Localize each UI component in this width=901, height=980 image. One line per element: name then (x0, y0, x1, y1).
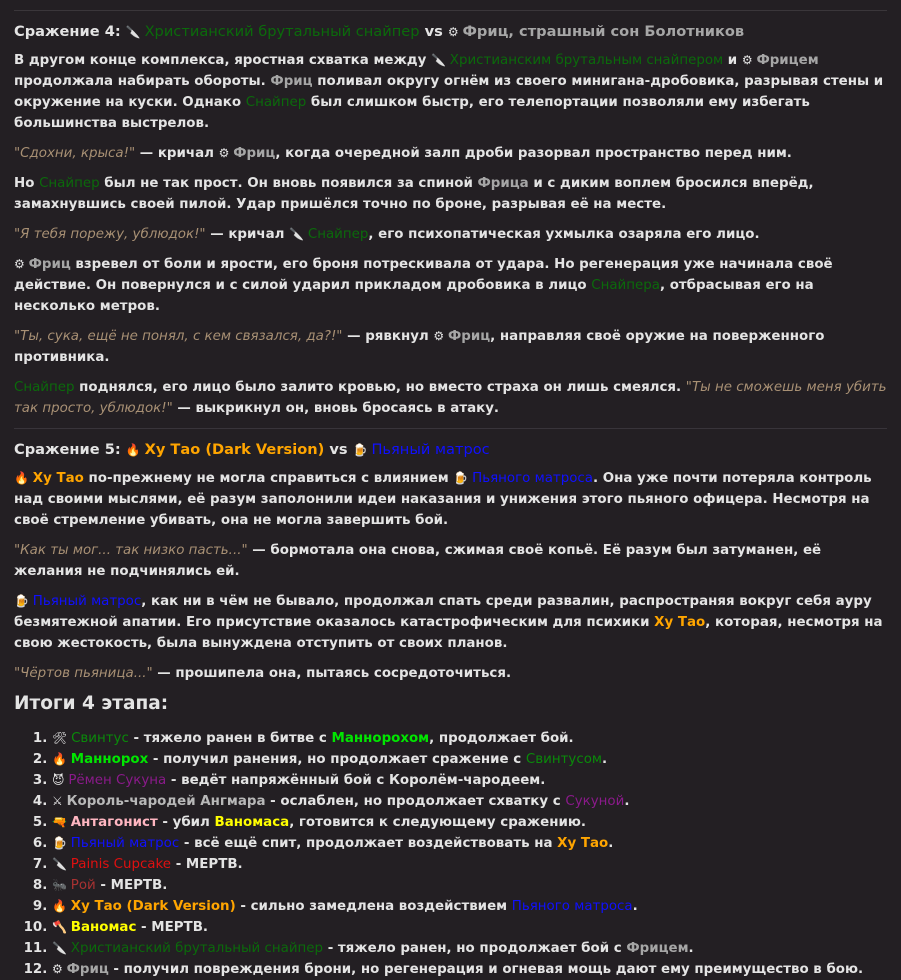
text-segment: поливал округу огнём из своего минигана-дробовика, разрывая стены и окружение на куски. Однако (14, 74, 884, 110)
text-segment: по-прежнему не могла справиться с влиянием (83, 471, 454, 486)
character-icon: 🔥 (52, 752, 71, 766)
character-icon: ⚙ (14, 257, 29, 271)
character-icon: 🔪 (289, 227, 308, 241)
fritz-name: Фрица (477, 176, 529, 191)
sukuna-name: Сукуной (565, 794, 625, 809)
character-icon: 🔥 (52, 899, 71, 913)
quote: "Я тебя порежу, ублюдок!" (14, 227, 206, 242)
fritz-name: Фриц (233, 146, 276, 161)
list-item (52, 833, 887, 854)
divider (14, 10, 887, 11)
text-segment: — бормотала она снова, сжимая своё копьё. Её разум был затуманен, её желания не подчинялись ей. (14, 543, 822, 579)
text-segment: . Она уже почти потеряла контроль над своими мыслями, её разум заполонили идеи наказания и унижения этого пьяного офицера. Несмотря на своё стремление убивать, она не могла завершить бой. (14, 471, 872, 528)
text-segment: , как ни в чём не бывало, продолжал спать среди развалин, распространяя вокруг себя ауру безмятежной апатии. Его присутствие оказалось катастрофическим для психики (14, 594, 872, 630)
swarm-name: Рой (70, 878, 96, 893)
character-icon: 🔪 (52, 941, 71, 955)
text-segment: - ослаблен, но продолжает схватку с (265, 794, 566, 809)
paragraph (14, 224, 887, 245)
sniper-name: Снайпер (14, 380, 75, 395)
battle-5-title (14, 440, 887, 460)
text-segment: был не так прост. Он вновь появился за спиной (99, 176, 478, 191)
hu-tao-name: Ху Тао (Dark Version) (144, 441, 325, 458)
list-item (52, 791, 887, 812)
quote: "Как ты мог... так низко пасть..." (14, 543, 248, 558)
list-item (52, 749, 887, 770)
hu-tao-name: Ху Тао (654, 615, 706, 630)
quote: "Чёртов пьяница..." (14, 666, 153, 681)
text-segment: , его психопатическая ухмылка озаряла его лицо. (368, 227, 760, 242)
summary-list (14, 728, 887, 980)
fritz-name: Фрицем (626, 941, 689, 956)
antagonist-name: Антагонист (70, 815, 158, 830)
character-icon: 🔪 (52, 857, 71, 871)
text-segment: Сражение 4: (14, 23, 126, 40)
drunk-sailor-name: Пьяного матроса (472, 471, 593, 486)
character-icon: ⚙ (433, 329, 448, 343)
sniper-name: Снайпер (307, 227, 369, 242)
text-segment: . (688, 941, 694, 956)
list-item (52, 896, 887, 917)
fritz-name: Фриц (270, 74, 313, 89)
text-segment: . (602, 752, 608, 767)
text-segment: , готовится к следующему сражению. (289, 815, 586, 830)
text-segment: Но (14, 176, 40, 191)
drunk-sailor-name: Пьяный матрос (371, 441, 490, 458)
list-item (52, 728, 887, 749)
witch-king-name: Король-чародей Ангмара (66, 794, 266, 809)
drunk-sailor-name: Пьяный матрос (32, 594, 142, 609)
sniper-name: Христианским брутальным снайпером (449, 53, 724, 68)
text-segment: — кричал (135, 146, 219, 161)
text-segment: - МЕРТВ. (136, 920, 208, 935)
character-icon: ⚙ (218, 146, 234, 160)
character-icon: 🐜 (52, 878, 71, 892)
fritz-name: Фриц (66, 962, 109, 977)
text-segment: — выкрикнул он, вновь бросаясь в атаку. (172, 401, 500, 416)
vanomas-name: Ваномаса (214, 815, 290, 830)
list-item (52, 875, 887, 896)
text-segment: - получил повреждения брони, но регенерация и огневая мощь дают ему преимущество в бою. (108, 962, 864, 977)
text-segment: , направляя своё оружие на поверженного противника. (14, 329, 825, 365)
text-segment: - убил (157, 815, 215, 830)
sniper-name: Христианский брутальный снайпер (144, 23, 420, 40)
text-segment: продолжала набирать обороты. (14, 74, 271, 89)
text-segment: vs (419, 23, 448, 40)
text-segment: , отбрасывая его на несколько метров. (14, 278, 814, 314)
paragraph (14, 143, 887, 164)
character-icon: 🔥 (125, 443, 145, 457)
text-segment: , которая, несмотря на свою жестокость, была вынуждена отступить от своих планов. (14, 615, 883, 651)
text-segment: , когда очередной залп дроби разорвал пространство перед ним. (275, 146, 792, 161)
text-segment: vs (324, 441, 353, 458)
fritz-name: Фриц (28, 257, 71, 272)
text-segment: . (632, 899, 638, 914)
character-icon: 🔥 (14, 471, 33, 485)
text-segment: - тяжело ранен, но продолжает бой с (323, 941, 627, 956)
text-segment: - ведёт напряжённый бой с Королём-чародеем. (166, 773, 546, 788)
paragraph (14, 326, 887, 368)
text-segment: поднялся, его лицо было залито кровью, но вместо страха он лишь смеялся. (74, 380, 686, 395)
quote: "Сдохни, крыса!" (14, 146, 136, 161)
sniper-name: Снайпер (245, 95, 307, 110)
character-icon: 🍺 (14, 594, 33, 608)
paragraph (14, 377, 887, 419)
character-icon: ⚙ (741, 53, 757, 67)
text-segment: и (723, 53, 742, 68)
fritz-name: Фриц, страшный сон Болотников (462, 23, 745, 40)
quote: "Ты не сможешь меня убить так просто, ублюдок!" (14, 380, 887, 416)
drunk-sailor-name: Пьяного матроса (511, 899, 633, 914)
text-segment: В другом конце комплекса, яростная схватка между (14, 53, 432, 68)
character-icon: 🔪 (431, 53, 450, 67)
text-segment: . (624, 794, 630, 809)
text-segment: - сильно замедлена воздействием (235, 899, 512, 914)
text-segment: - МЕРТВ. (95, 878, 168, 893)
character-icon: 🪓 (52, 920, 71, 934)
paragraph (14, 540, 887, 582)
character-icon: 🔫 (52, 815, 71, 829)
sniper-name: Снайпера (591, 278, 660, 293)
mannoroh-name: Маннорох (70, 752, 149, 767)
character-icon: 🍺 (453, 471, 473, 485)
paragraph (14, 50, 887, 134)
text-segment: - получил ранения, но продолжает сражение с (148, 752, 526, 767)
quote: "Ты, сука, ещё не понял, с кем связался, да?!" (14, 329, 343, 344)
painis-name: Painis Cupcake (70, 857, 172, 872)
list-item (52, 917, 887, 938)
list-item (52, 938, 887, 959)
text-segment: взревел от боли и ярости, его броня потрескивала от удара. Но регенерация уже начинала своё действие. Он повернулся и с силой ударил прикладом дробовика в лицо (14, 257, 833, 293)
divider (14, 428, 887, 429)
fritz-name: Фриц (447, 329, 491, 344)
list-item (52, 770, 887, 791)
battle-4-body (14, 50, 887, 419)
sniper-name: Христианский брутальный снайпер (70, 941, 324, 956)
mannoroh-name: Маннорохом (331, 731, 430, 746)
summary-title: Итоги 4 этапа: (14, 693, 169, 714)
text-segment: — прошипела она, пытаясь сосредоточиться. (152, 666, 512, 681)
text-segment: Сражение 5: (14, 441, 126, 458)
hu-tao-name: Ху Тао (32, 471, 84, 486)
text-segment: и с диким воплем бросился вперёд, замахнувшись своей пилой. Удар пришёлся точно по броне, разрывая её на месте. (14, 176, 814, 212)
svintus-name: Свинтусом (525, 752, 602, 767)
paragraph (14, 254, 887, 317)
fritz-name: Фрицем (756, 53, 819, 68)
paragraph (14, 468, 887, 531)
character-icon: 🍺 (52, 836, 71, 850)
hu-tao-name: Ху Тао (Dark Version) (70, 899, 236, 914)
svintus-name: Свинтус (71, 731, 129, 746)
sniper-name: Снайпер (39, 176, 100, 191)
drunk-sailor-name: Пьяный матрос (70, 836, 180, 851)
character-icon: 🔪 (125, 25, 145, 39)
text-segment: . (608, 836, 614, 851)
paragraph (14, 173, 887, 215)
battle-5-body (14, 468, 887, 684)
text-segment: был слишком быстр, его телепортации позволяли ему избегать большинства выстрелов. (14, 95, 810, 131)
text-segment: - МЕРТВ. (171, 857, 243, 872)
list-item (52, 812, 887, 833)
text-segment: — кричал (205, 227, 290, 242)
sukuna-name: Рёмен Сукуна (68, 773, 167, 788)
chat-message (0, 10, 901, 980)
character-icon: 🍺 (352, 443, 372, 457)
list-item (52, 854, 887, 875)
paragraph (14, 663, 887, 684)
text-segment: — рявкнул (342, 329, 434, 344)
hu-tao-name: Ху Тао (557, 836, 609, 851)
paragraph (14, 591, 887, 654)
text-segment: , продолжает бой. (429, 731, 574, 746)
character-icon: ⚙ (447, 25, 463, 39)
character-icon: 😈 (52, 773, 69, 787)
text-segment: - всё ещё спит, продолжает воздействовать на (179, 836, 558, 851)
text-segment: - тяжело ранен в битве с (128, 731, 332, 746)
character-icon: ⚔ (52, 794, 67, 808)
character-icon: 🛠 (52, 731, 72, 745)
vanomas-name: Ваномас (70, 920, 137, 935)
battle-4-title (14, 22, 887, 42)
list-item (52, 959, 887, 980)
character-icon: ⚙ (52, 962, 67, 976)
